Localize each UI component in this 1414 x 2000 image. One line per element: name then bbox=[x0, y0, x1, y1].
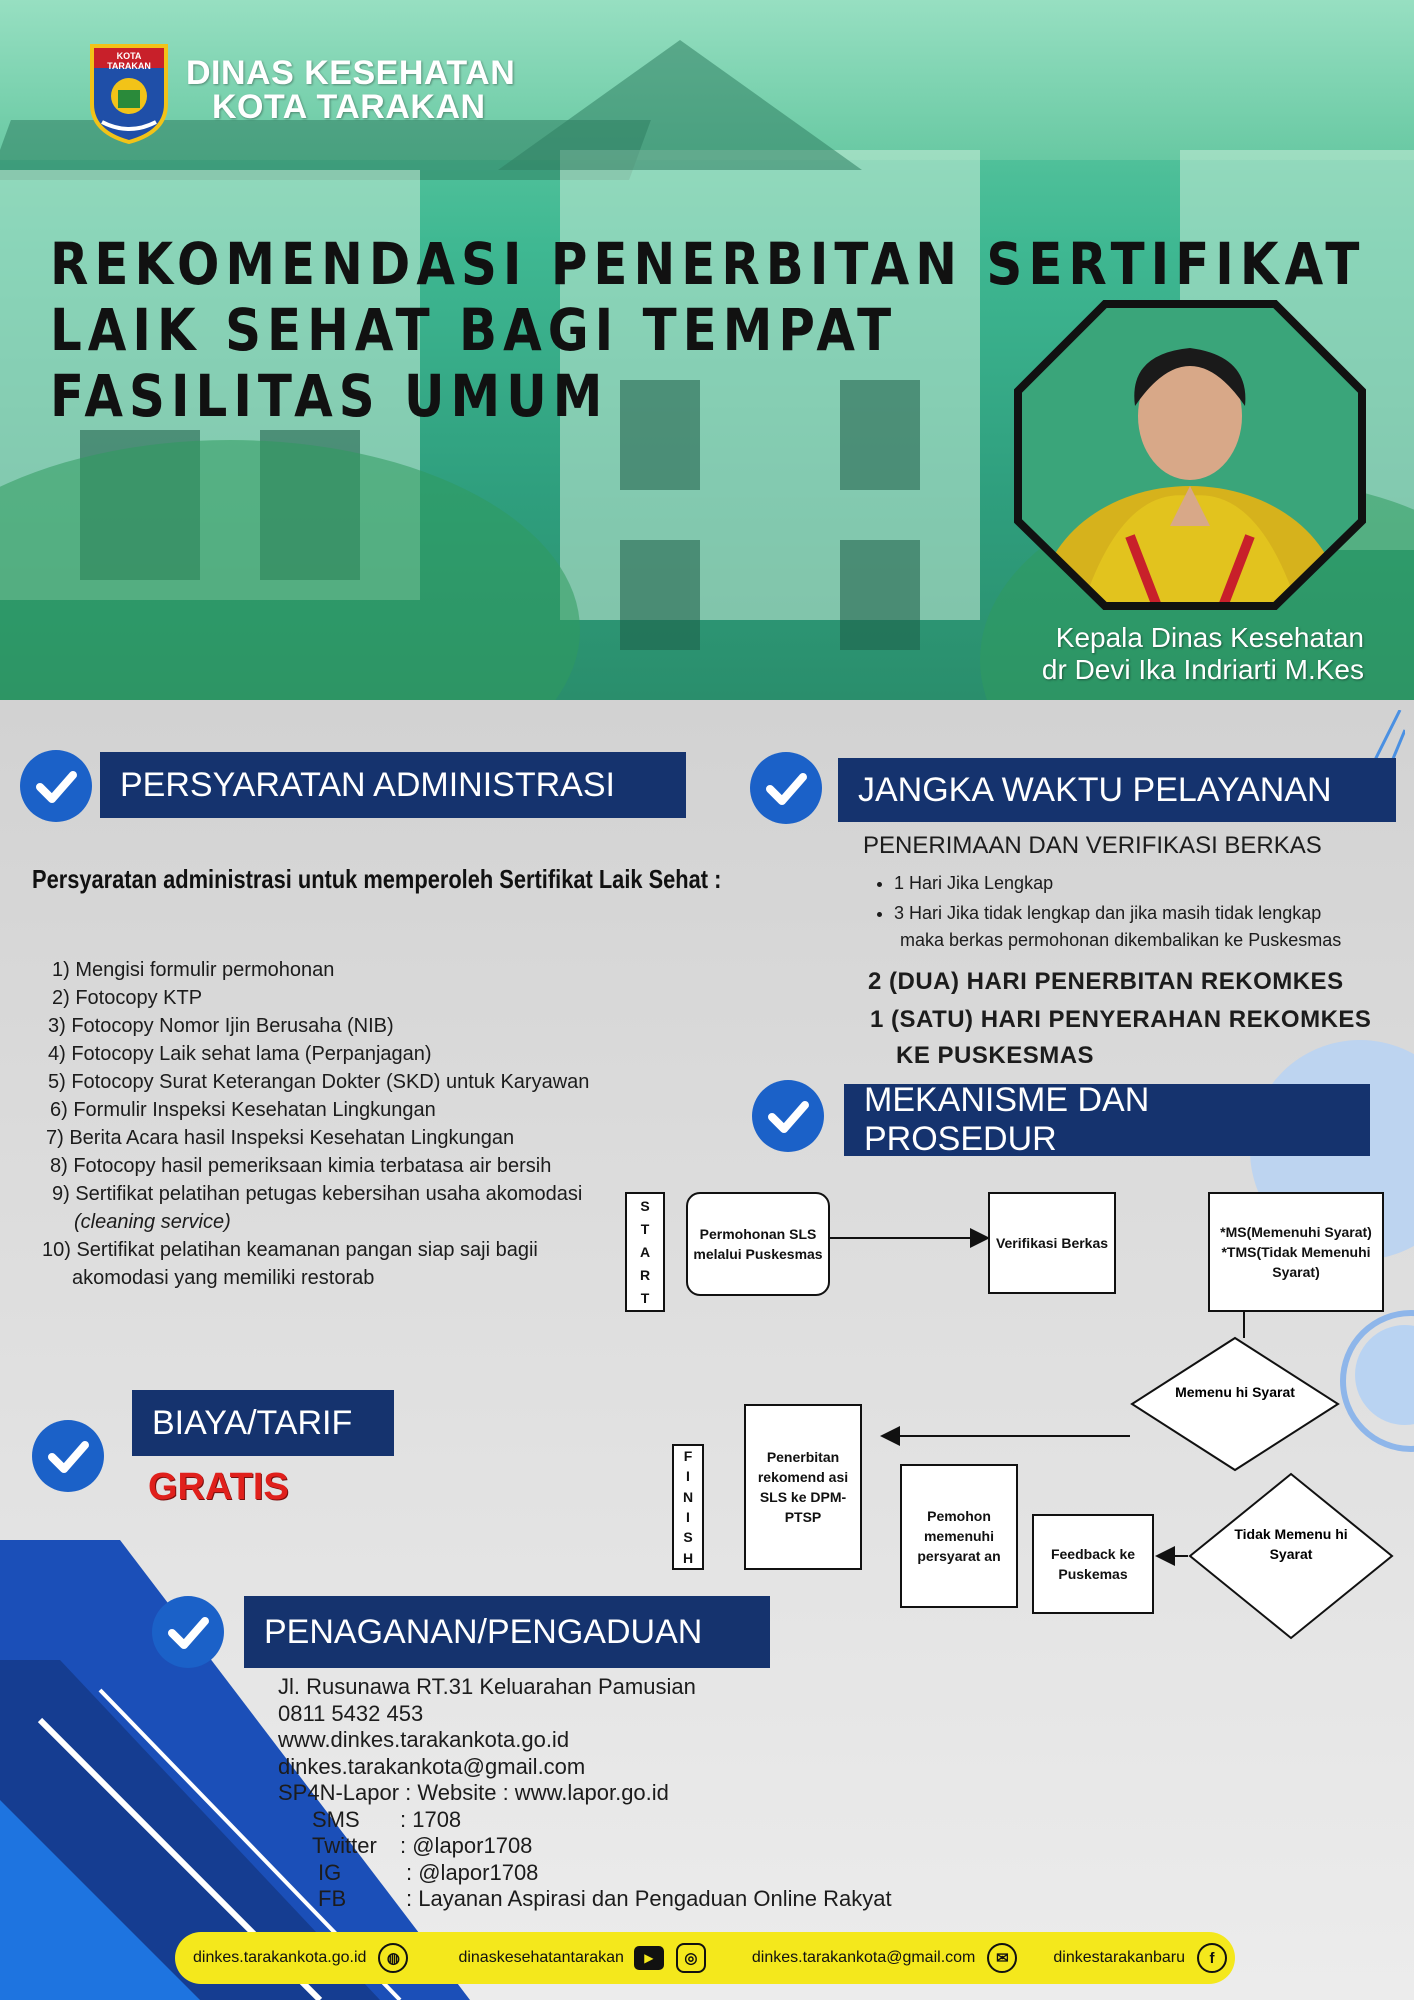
requirement-item: 3) Fotocopy Nomor Ijin Berusaha (NIB) bbox=[48, 1015, 394, 1037]
requirement-item: 2) Fotocopy KTP bbox=[52, 987, 203, 1009]
window bbox=[620, 540, 700, 650]
finish-letter: H bbox=[682, 1549, 694, 1566]
flow-box-verifikasi: Verifikasi Berkas bbox=[988, 1192, 1116, 1294]
finish-letter: I bbox=[686, 1509, 690, 1526]
title-line-2: LAIK SEHAT BAGI TEMPAT bbox=[50, 296, 898, 364]
start-letter: T bbox=[640, 1220, 650, 1237]
complaint-address: Jl. Rusunawa RT.31 Keluarahan Pamusian bbox=[278, 1674, 696, 1699]
time-line-handover: 1 (SATU) HARI PENYERAHAN REKOMKES bbox=[870, 1006, 1372, 1033]
footer-contact-bar bbox=[175, 1932, 1235, 1984]
diamond-no-label: Tidak Memenu hi Syarat bbox=[1234, 1526, 1348, 1562]
time-line-publish: 2 (DUA) HARI PENERBITAN REKOMKES bbox=[868, 968, 1344, 995]
mechanism-heading: MEKANISME DAN PROSEDUR bbox=[844, 1084, 1370, 1156]
title-line-1: REKOMENDASI PENERBITAN SERTIFIKAT bbox=[50, 230, 1366, 298]
official-photo bbox=[1010, 296, 1370, 614]
window bbox=[840, 380, 920, 490]
time-subheading: PENERIMAAN DAN VERIFIKASI BERKAS bbox=[863, 832, 1322, 859]
requirement-item: 8) Fotocopy hasil pemeriksaan kimia terbatasa air bersih bbox=[50, 1155, 552, 1177]
complaint-ig-row bbox=[278, 1860, 938, 1887]
complaint-lapor[interactable]: SP4N-Lapor : Website : www.lapor.go.id bbox=[278, 1780, 669, 1805]
flow-box-permohonan: Permohonan SLS melalui Puskesmas bbox=[686, 1192, 830, 1296]
requirement-item: 4) Fotocopy Laik sehat lama (Perpanjagan) bbox=[48, 1043, 432, 1065]
start-letter: A bbox=[639, 1243, 651, 1260]
admin-heading: PERSYARATAN ADMINISTRASI bbox=[100, 752, 686, 818]
ig-label: IG bbox=[318, 1859, 342, 1885]
footer-email[interactable]: dinkes.tarakankota@gmail.com bbox=[751, 1949, 976, 1966]
twitter-label: Twitter bbox=[312, 1833, 377, 1858]
window bbox=[840, 540, 920, 650]
status-ms: *MS(Memenuhi Syarat) bbox=[1220, 1224, 1372, 1240]
window bbox=[620, 380, 700, 490]
time-bullet: • 1 Hari Jika Lengkap bbox=[894, 868, 1414, 898]
admin-intro: Persyaratan administrasi untuk memperoleh Sertifikat Laik Sehat : bbox=[32, 864, 722, 894]
flow-box-feedback: Feedback ke Puskemas bbox=[1032, 1514, 1154, 1614]
time-line-handover-cont: KE PUSKESMAS bbox=[896, 1042, 1095, 1069]
requirement-item: 10) Sertifikat pelatihan keamanan pangan siap saji bagii bbox=[42, 1239, 538, 1261]
finish-letter: S bbox=[683, 1529, 693, 1546]
brand-line-1: DINAS KESEHATAN bbox=[186, 54, 516, 92]
status-tms: *TMS(Tidak Memenuhi Syarat) bbox=[1221, 1244, 1371, 1280]
fee-heading: BIAYA/TARIF bbox=[132, 1390, 394, 1456]
time-bullets bbox=[868, 868, 1414, 928]
ig-value: : @lapor1708 bbox=[406, 1859, 539, 1885]
sms-label: SMS bbox=[312, 1806, 360, 1832]
complaint-twitter-row bbox=[278, 1833, 938, 1860]
flow-box-pemohon: Pemohon memenuhi persyarat an bbox=[900, 1464, 1018, 1608]
fee-value: GRATIS bbox=[148, 1466, 289, 1508]
requirement-item-cont: akomodasi yang memiliki restorab bbox=[72, 1267, 375, 1289]
start-letter: R bbox=[639, 1267, 651, 1284]
globe-icon: ◍ bbox=[378, 1943, 408, 1973]
requirement-item: 6) Formulir Inspeksi Kesehatan Lingkungan bbox=[50, 1099, 436, 1121]
fb-label: FB bbox=[318, 1886, 347, 1911]
official-role: Kepala Dinas Kesehatan bbox=[1055, 622, 1364, 653]
time-bullet: • 3 Hari Jika tidak lengkap dan jika masih tidak lengkap bbox=[894, 898, 1414, 928]
fb-value: : Layanan Aspirasi dan Pengaduan Online Rakyat bbox=[406, 1886, 892, 1911]
footer-youtube[interactable]: dinaskesehatantarakan bbox=[458, 1949, 624, 1966]
official-name: dr Devi Ika Indriarti M.Kes bbox=[1041, 654, 1364, 685]
requirement-item-note: (cleaning service) bbox=[74, 1211, 231, 1233]
facebook-icon: f bbox=[1197, 1943, 1227, 1973]
flow-box-penerbitan: Penerbitan rekomend asi SLS ke DPM-PTSP bbox=[744, 1404, 862, 1570]
title-line-3: FASILITAS UMUM bbox=[50, 362, 609, 430]
flow-diamond-tidak bbox=[1188, 1472, 1394, 1640]
check-icon bbox=[750, 752, 822, 824]
footer-website[interactable]: dinkes.tarakankota.go.id bbox=[193, 1949, 367, 1966]
requirement-item: 1) Mengisi formulir permohonan bbox=[52, 959, 335, 981]
complaint-heading: PENAGANAN/PENGADUAN bbox=[244, 1596, 770, 1668]
hero-banner bbox=[0, 0, 1414, 700]
complaint-email[interactable]: dinkes.tarakankota@gmail.com bbox=[278, 1753, 586, 1779]
finish-letter: N bbox=[682, 1488, 694, 1505]
finish-letter: I bbox=[686, 1468, 690, 1485]
city-logo bbox=[88, 42, 170, 144]
complaint-website[interactable]: www.dinkes.tarakankota.go.id bbox=[278, 1727, 570, 1752]
flow-diamond-memenuhi bbox=[1130, 1336, 1340, 1472]
complaint-sms-row bbox=[278, 1807, 938, 1834]
requirement-item: 9) Sertifikat pelatihan petugas kebersihan usaha akomodasi bbox=[52, 1183, 583, 1205]
start-letter: T bbox=[640, 1290, 650, 1307]
logo-text: KOTA TARAKAN bbox=[107, 51, 151, 71]
finish-letter: F bbox=[683, 1448, 693, 1465]
flow-start bbox=[625, 1192, 665, 1312]
requirements-list bbox=[40, 956, 640, 1292]
flow-finish bbox=[672, 1444, 704, 1570]
complaint-details bbox=[278, 1674, 938, 1913]
complaint-phone: 0811 5432 453 bbox=[278, 1700, 424, 1726]
footer-facebook[interactable]: dinkestarakanbaru bbox=[1053, 1949, 1185, 1966]
check-icon bbox=[752, 1080, 824, 1152]
start-letter: S bbox=[640, 1197, 650, 1214]
flow-box-status bbox=[1208, 1192, 1384, 1312]
twitter-value: : @lapor1708 bbox=[400, 1833, 533, 1858]
sms-value: : 1708 bbox=[400, 1806, 462, 1832]
check-icon bbox=[20, 750, 92, 822]
complaint-fb-row bbox=[278, 1886, 938, 1913]
mail-icon: ✉ bbox=[987, 1943, 1017, 1973]
instagram-icon: ◎ bbox=[676, 1943, 706, 1973]
requirement-item: 7) Berita Acara hasil Inspeksi Kesehatan Lingkungan bbox=[46, 1127, 515, 1149]
requirement-item: 5) Fotocopy Surat Keterangan Dokter (SKD) untuk Karyawan bbox=[48, 1071, 590, 1093]
green-wave bbox=[0, 440, 580, 700]
youtube-icon: ▶ bbox=[634, 1946, 664, 1970]
diamond-yes-label: Memenu hi Syarat bbox=[1175, 1384, 1295, 1400]
time-bullet-cont: maka berkas permohonan dikembalikan ke Puskesmas bbox=[900, 930, 1342, 950]
check-icon bbox=[152, 1596, 224, 1668]
check-icon bbox=[32, 1420, 104, 1492]
brand-line-2: KOTA TARAKAN bbox=[212, 88, 486, 126]
time-heading: JANGKA WAKTU PELAYANAN bbox=[838, 758, 1396, 822]
